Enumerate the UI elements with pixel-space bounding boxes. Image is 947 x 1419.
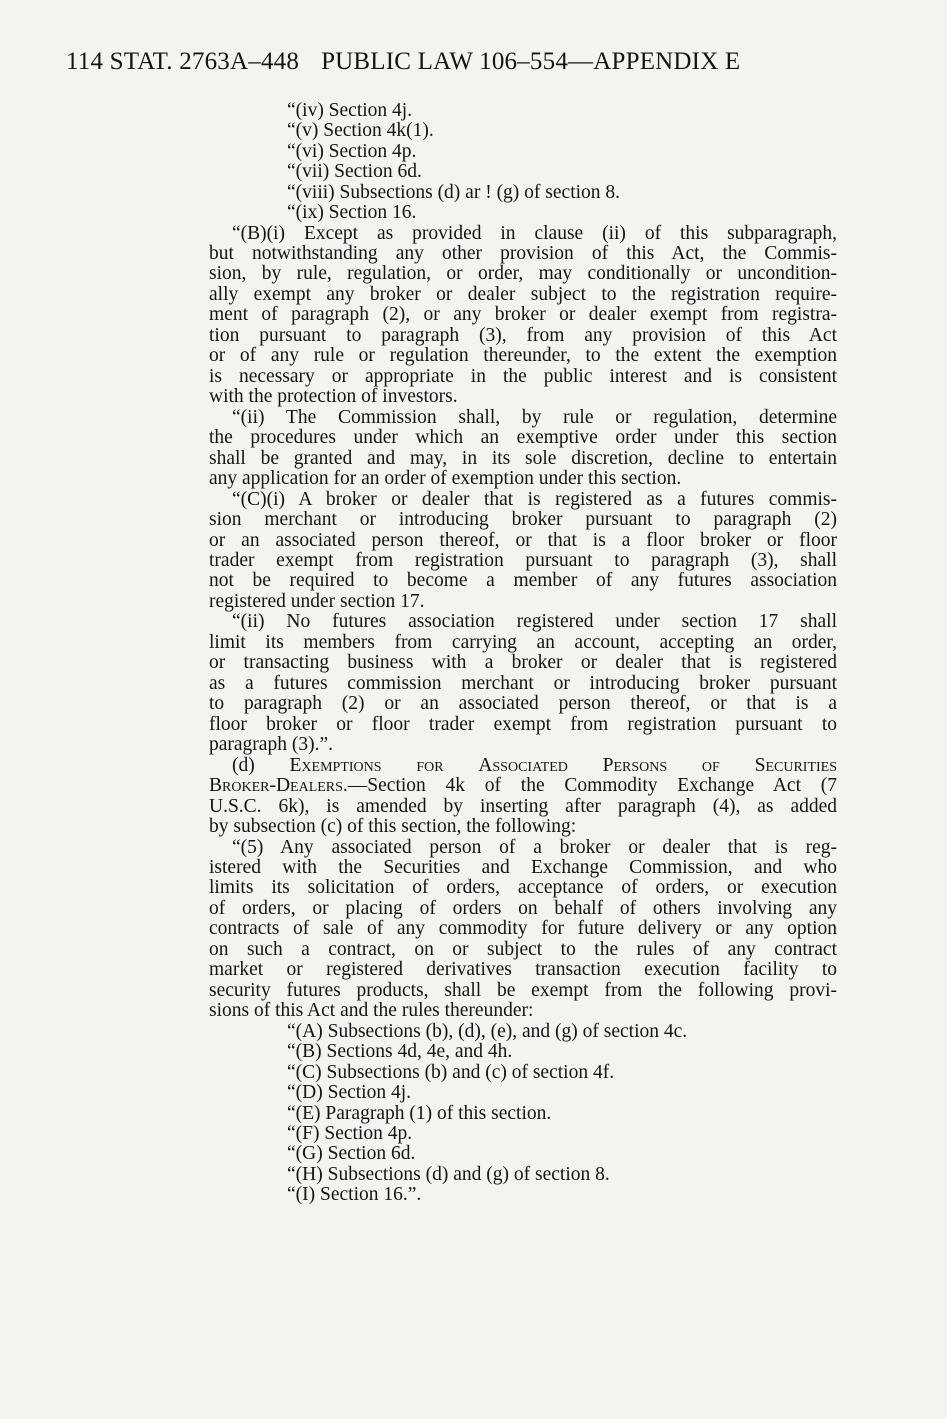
paragraph-line: “(B)(i) Except as provided in clause (ii) of this subparagraph,	[232, 223, 837, 244]
paragraph-line: istered with the Securities and Exchange Commission, and who	[209, 857, 837, 878]
paragraph-line: ally exempt any broker or dealer subject to the registration require-	[209, 284, 837, 305]
section-d-heading-tail: Broker-Dealers.	[209, 775, 348, 796]
paragraph-line: market or registered derivatives transaction execution facility to	[209, 959, 837, 980]
law-title: PUBLIC LAW 106–554—APPENDIX E	[321, 48, 741, 75]
paragraph-line: with the protection of investors.	[209, 386, 458, 407]
list-item: “(D) Section 4j.	[287, 1082, 412, 1103]
section-d-heading-w3: Associated	[478, 755, 568, 776]
paragraph-line: sion merchant or introducing broker pursuant to paragraph (2)	[209, 509, 837, 530]
paragraph-line: limit its members from carrying an account, accepting an order,	[209, 632, 837, 653]
section-d-heading-line	[232, 756, 837, 776]
list-item: “(H) Subsections (d) and (g) of section 8.	[287, 1164, 610, 1185]
paragraph-line: by subsection (c) of this section, the following:	[209, 816, 577, 837]
paragraph-line: or transacting business with a broker or dealer that is registered	[209, 652, 837, 673]
paragraph-line: “(ii) The Commission shall, by rule or regulation, determine	[232, 407, 837, 428]
list-item: “(iv) Section 4j.	[287, 100, 413, 121]
list-item: “(ix) Section 16.	[287, 202, 417, 223]
paragraph-line: of orders, or placing of orders on behalf of others involving any	[209, 898, 837, 919]
list-item: “(v) Section 4k(1).	[287, 120, 434, 141]
paragraph-line: the procedures under which an exemptive order under this section	[209, 427, 837, 448]
section-d-label: (d)	[232, 755, 255, 776]
paragraph-line: “(C)(i) A broker or dealer that is registered as a futures commis-	[232, 489, 837, 510]
paragraph-line: “(ii) No futures association registered under section 17 shall	[232, 611, 837, 632]
paragraph-line: tion pursuant to paragraph (3), from any provision of this Act	[209, 325, 837, 346]
paragraph-line: limits its solicitation of orders, acceptance of orders, or execution	[209, 877, 837, 898]
paragraph-line: registered under section 17.	[209, 591, 425, 612]
section-d-text: —Section 4k of the Commodity Exchange Act (7	[347, 775, 837, 796]
list-item: “(vii) Section 6d.	[287, 161, 422, 182]
paragraph-line: is necessary or appropriate in the public interest and is consistent	[209, 366, 837, 387]
paragraph-line: or an associated person thereof, or that is a floor broker or floor	[209, 530, 837, 551]
paragraph-line: “(5) Any associated person of a broker or dealer that is reg-	[232, 837, 837, 858]
paragraph-line: on such a contract, on or subject to the rules of any contract	[209, 939, 837, 960]
stat-citation: 114 STAT. 2763A–448	[66, 48, 300, 75]
section-d-heading-w4: Persons	[602, 755, 668, 776]
section-d-heading-w1: Exemptions	[289, 755, 382, 776]
paragraph-line: to paragraph (2) or an associated person thereof, or that is a	[209, 693, 837, 714]
section-d-heading-w5: of	[701, 755, 720, 776]
list-item: “(I) Section 16.”.	[287, 1184, 422, 1205]
paragraph-line: sions of this Act and the rules thereunder:	[209, 1000, 534, 1021]
list-item: “(C) Subsections (b) and (c) of section 4f.	[287, 1062, 615, 1083]
section-d-heading-w2: for	[416, 755, 444, 776]
page-header	[66, 48, 740, 76]
list-item: “(F) Section 4p.	[287, 1123, 413, 1144]
paragraph-line: as a futures commission merchant or introducing broker pursuant	[209, 673, 837, 694]
paragraph-line: sion, by rule, regulation, or order, may conditionally or uncondition-	[209, 263, 837, 284]
paragraph-line: not be required to become a member of any futures association	[209, 570, 837, 591]
paragraph-line: floor broker or floor trader exempt from registration pursuant to	[209, 714, 837, 735]
paragraph-line: trader exempt from registration pursuant to paragraph (3), shall	[209, 550, 837, 571]
paragraph-line: but notwithstanding any other provision of this Act, the Commis-	[209, 243, 837, 264]
paragraph-line: contracts of sale of any commodity for future delivery or any option	[209, 918, 837, 939]
list-item: “(G) Section 6d.	[287, 1143, 416, 1164]
paragraph-line: paragraph (3).”.	[209, 734, 333, 755]
paragraph-line: ment of paragraph (2), or any broker or dealer exempt from registra-	[209, 304, 837, 325]
paragraph-line: or of any rule or regulation thereunder, to the extent the exemption	[209, 345, 837, 366]
paragraph-line	[209, 776, 837, 796]
list-item: “(vi) Section 4p.	[287, 141, 417, 162]
paragraph-line: U.S.C. 6k), is amended by inserting after paragraph (4), as added	[209, 796, 837, 817]
list-item: “(A) Subsections (b), (d), (e), and (g) of section 4c.	[287, 1021, 688, 1042]
section-d-heading-w6: Securities	[754, 755, 837, 776]
paragraph-line: any application for an order of exemption under this section.	[209, 468, 682, 489]
list-item: “(B) Sections 4d, 4e, and 4h.	[287, 1041, 513, 1062]
list-item: “(viii) Subsections (d) ar ! (g) of section 8.	[287, 182, 621, 203]
paragraph-line: shall be granted and may, in its sole discretion, decline to entertain	[209, 448, 837, 469]
paragraph-line: security futures products, shall be exempt from the following provi-	[209, 980, 837, 1001]
list-item: “(E) Paragraph (1) of this section.	[287, 1103, 552, 1124]
